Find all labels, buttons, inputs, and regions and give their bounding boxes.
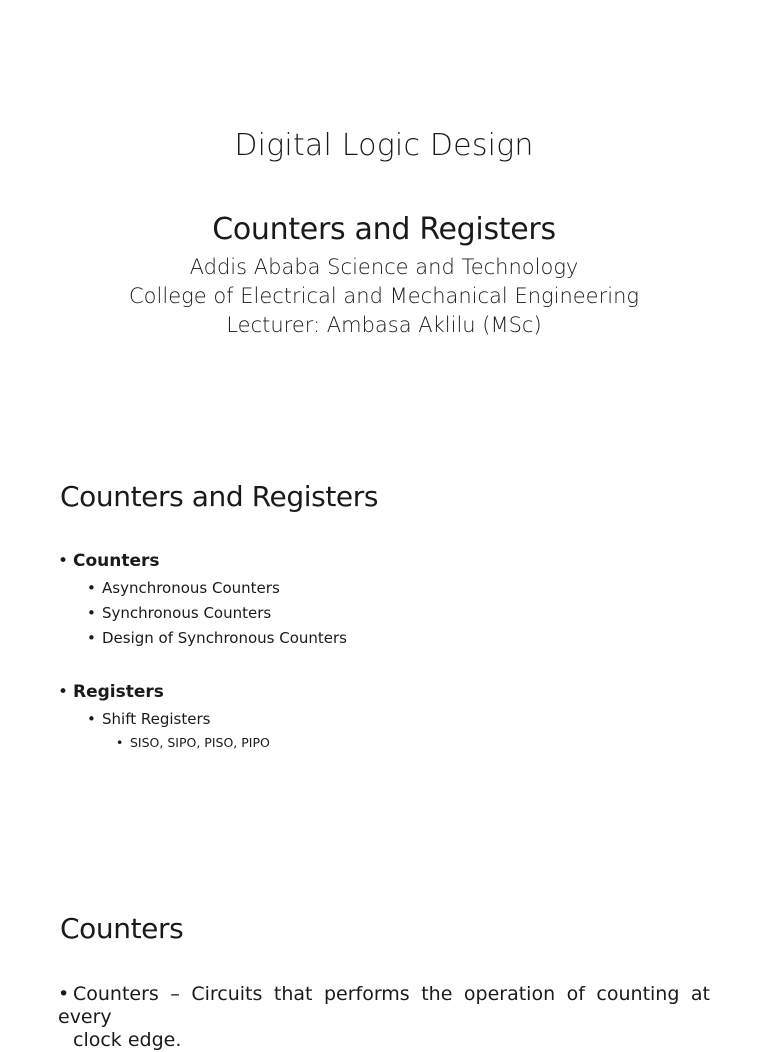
title-slide [0, 0, 768, 430]
slide-title: Digital Logic Design [234, 128, 534, 163]
institution-text: Addis Ababa Science and Technology [189, 255, 579, 279]
college-text: College of Electrical and Mechanical Engineering [129, 284, 639, 308]
counters-slide [0, 862, 768, 1051]
bullet-design-synchronous-counters [87, 629, 347, 647]
bullet-shift-registers [87, 710, 210, 728]
bullet-label: Registers [73, 682, 164, 702]
bullet-label: Asynchronous Counters [102, 579, 280, 597]
bullet-icon: • [58, 983, 70, 1005]
bullet-label: Counters [73, 551, 160, 571]
bullet-icon: • [87, 629, 96, 647]
lecturer-text: Lecturer: Ambasa Aklilu (MSc) [226, 313, 542, 337]
bullet-icon: • [87, 579, 96, 597]
definition-line-1: Counters – Circuits that performs the operation of counting at every [58, 983, 710, 1028]
bullet-icon: • [58, 682, 69, 702]
counters-definition [58, 983, 710, 1052]
bullet-asynchronous-counters [87, 579, 280, 597]
outline-slide [0, 430, 768, 862]
bullet-icon: • [58, 551, 69, 571]
bullet-icon: • [116, 735, 124, 750]
bullet-icon: • [87, 710, 96, 728]
bullet-label: Shift Registers [102, 710, 211, 728]
bullet-label: SISO, SIPO, PISO, PIPO [130, 735, 270, 750]
bullet-counters [58, 551, 160, 571]
bullet-label: Design of Synchronous Counters [102, 629, 347, 647]
bullet-label: Synchronous Counters [102, 604, 272, 622]
counters-heading: Counters [60, 912, 184, 945]
bullet-registers [58, 682, 164, 702]
bullet-synchronous-counters [87, 604, 271, 622]
definition-line-2: clock edge. [73, 1029, 182, 1051]
outline-heading: Counters and Registers [60, 480, 379, 513]
bullet-shift-register-types [116, 735, 270, 750]
bullet-icon: • [87, 604, 96, 622]
slide-subtitle: Counters and Registers [212, 212, 556, 247]
